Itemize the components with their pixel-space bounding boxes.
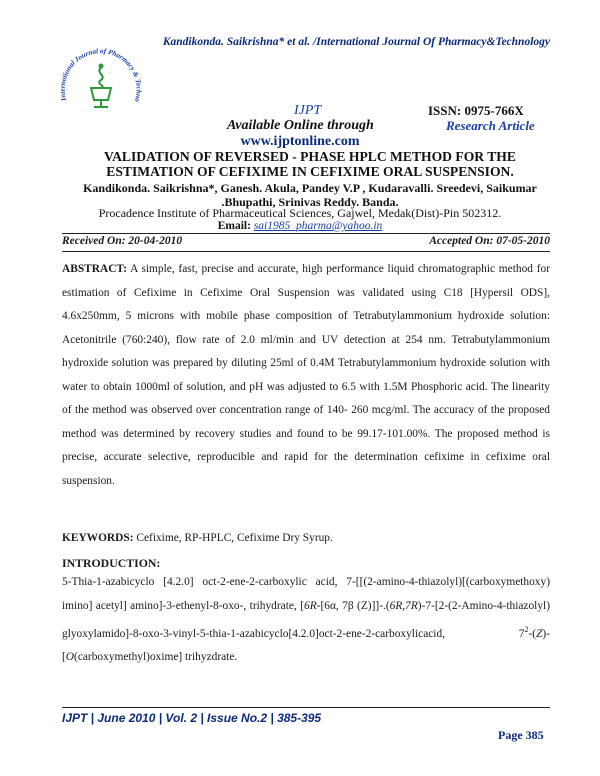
journal-logo xyxy=(55,40,147,122)
page-number: Page 385 xyxy=(498,728,544,742)
introduction-paragraph: 5-Thia-1-azabicyclo [4.2.0] oct-2-ene-2-carboxylic acid, 7-[[(2-amino-4-thiazolyl)[(carboxymethoxy) imino] acetyl] amino]-3-ethenyl-8-oxo-, trihydrate, [6R-[6α, 7β (Z)]]-.(6R,7R)-7-[2-(2-Amino-4-thiazolyl) glyoxylamido]-8-oxo-3-vinyl-5-thia-1-azabicyclo[4.2.0]oct-2-ene-2-carboxylicacid, $7^2-(Z)-[O(carboxymethyl)oxime]$ trihyzdrate. xyxy=(62,576,550,664)
journal-abbrev: IJPT xyxy=(294,103,322,118)
running-header: Kandikonda. Saikrishna* et al. /International Journal Of Pharmacy&Technology xyxy=(162,36,550,48)
abstract-label: ABSTRACT: xyxy=(62,263,127,275)
footer-divider xyxy=(62,707,550,708)
email-label: Email: xyxy=(217,220,251,232)
author-list: Kandikonda. Saikrishna*, Ganesh. Akula, Pandey V.P , Kudaravalli. Sreedevi, Saikumar .Bhupathi, Srinivas Reddy. Banda. xyxy=(83,181,537,209)
keywords-label: KEYWORDS: xyxy=(62,532,134,544)
email-line xyxy=(0,220,600,232)
keywords-text: Cefixime, RP-HPLC, Cefixime Dry Syrup. xyxy=(136,532,333,544)
abstract xyxy=(62,258,550,493)
received-date: Received On: 20-04-2010 xyxy=(62,235,183,247)
article-title: VALIDATION OF REVERSED - PHASE HPLC METHOD FOR THE ESTIMATION OF CEFIXIME IN CEFIXIME ORAL SUSPENSION. xyxy=(104,149,516,179)
divider-bottom xyxy=(62,251,550,252)
logo-text: International Journal of Pharmacy & Techno xyxy=(58,47,143,103)
journal-website-link[interactable]: www.ijptonline.com xyxy=(240,134,360,149)
divider-top xyxy=(62,233,550,234)
dates-row xyxy=(62,235,550,247)
issn: ISSN: 0975-766X xyxy=(428,103,524,118)
email-link[interactable]: sai1985_pharma@yahoo.in xyxy=(253,220,383,232)
accepted-date: Accepted On: 07-05-2010 xyxy=(429,235,550,247)
footer-citation: IJPT | June 2010 | Vol. 2 | Issue No.2 | 385-395 xyxy=(62,711,322,725)
introduction-heading: INTRODUCTION: xyxy=(62,556,161,570)
mortar-pestle-icon xyxy=(91,64,111,108)
keywords xyxy=(62,527,550,551)
available-online-label: Available Online through xyxy=(227,118,374,133)
article-type: Research Article xyxy=(446,118,535,133)
abstract-text: A simple, fast, precise and accurate, high performance liquid chromatographic method for estimation of Cefixime in Cefixime Oral Suspension was validated using C18 [Hypersil ODS], 4.6x250mm, 5 microns with mobile phase composition of Tetrabutylammonium hydroxide solution: Acetonitrile (760:240), flow rate of 2.0 ml/min and UV detection at 254 nm. Tetrabutylammonium hydroxide solution was prepared by diluting 25ml of 0.4M Tetrabutylammonium hydroxide solution with water to obtain 1000ml of solution, and pH was adjusted to 6.5 with 1.5M Phosphoric acid. The linearity of the method was observed over concentration range of 140- 260 mcg/ml. The accuracy of the proposed method was determined by recovery studies and found to be 99.17-101.00%. The proposed method is precise, accurate selective, reproducible and rapid for the determination cefixime in cefixime oral suspension. xyxy=(62,263,550,487)
affiliation: Procadence Institute of Pharmaceutical Sciences, Gajwel, Medak(Dist)-Pin 502312. xyxy=(98,206,502,220)
